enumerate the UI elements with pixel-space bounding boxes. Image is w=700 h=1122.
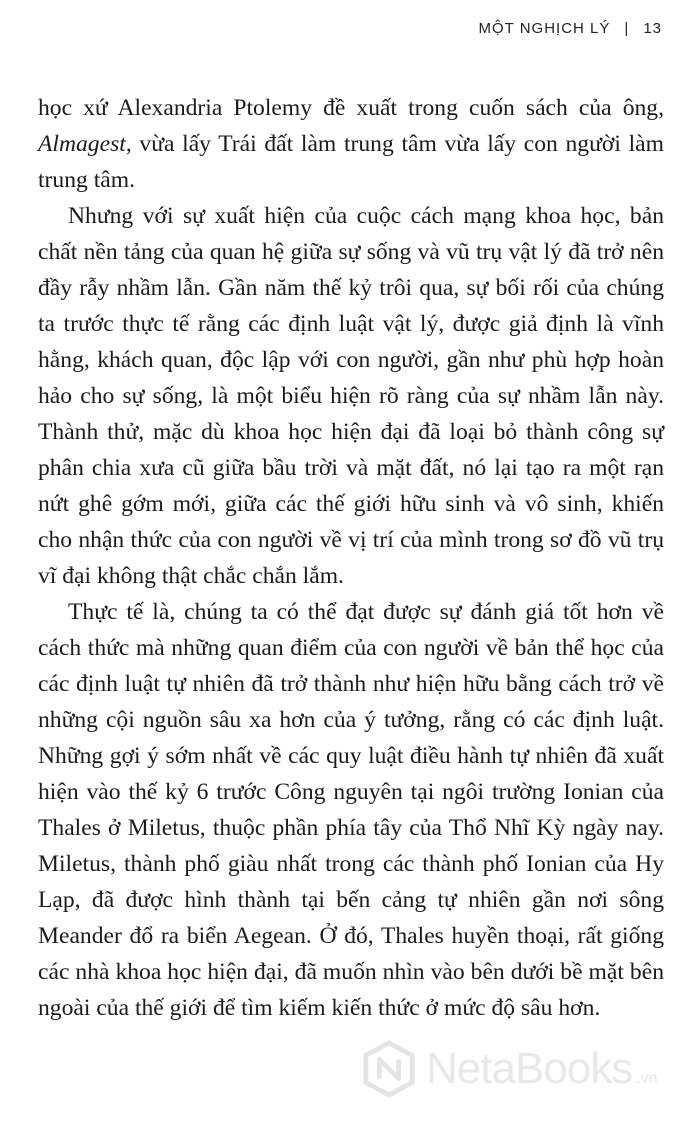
chapter-title: MỘT NGHỊCH LÝ [478, 20, 611, 37]
paragraph-2: Nhưng với sự xuất hiện của cuộc cách mạng khoa học, bản chất nền tảng của quan hệ giữa sự sống và vũ trụ vật lý đã trở nên đầy rẫy nhầm lẫn. Gần năm thế kỷ trôi qua, sự bối rối của chúng ta trước thực tế rằng các định luật vật lý, được giả định là vĩnh hằng, khách quan, độc lập với con người, gần như phù hợp hoàn hảo cho sự sống, là một biểu hiện rõ ràng của sự nhầm lẫn này. Thành thử, mặc dù khoa học hiện đại đã loại bỏ thành công sự phân chia xưa cũ giữa bầu trời và mặt đất, nó lại tạo ra một rạn nứt ghê gớm mới, giữa các thế giới hữu sinh và vô sinh, khiến cho nhận thức của con người về vị trí của mình trong sơ đồ vũ trụ vĩ đại không thật chắc chắn lắm. [38, 203, 664, 589]
running-head [479, 20, 663, 37]
header-separator: | [624, 20, 630, 37]
netabooks-watermark [360, 1040, 658, 1098]
netabooks-logo-icon [360, 1040, 418, 1098]
paragraph-3: Thực tế là, chúng ta có thể đạt được sự đánh giá tốt hơn về cách thức mà những quan điểm của con người về bản thể học của các định luật tự nhiên đã trở thành như hiện hữu bằng cách trở về những cội nguồn sâu xa hơn của ý tưởng, rằng có các định luật. Những gợi ý sớm nhất về các quy luật điều hành tự nhiên đã xuất hiện vào thế kỷ 6 trước Công nguyên tại ngôi trường Ionian của Thales ở Miletus, thuộc phần phía tây của Thổ Nhĩ Kỳ ngày nay. Miletus, thành phố giàu nhất trong các thành phố Ionian của Hy Lạp, đã được hình thành tại bến cảng tự nhiên gần nơi sông Meander đổ ra biển Aegean. Ở đó, Thales huyền thoại, rất giống các nhà khoa học hiện đại, đã muốn nhìn vào bên dưới bề mặt bên ngoài của thế giới để tìm kiếm kiến thức ở mức độ sâu hơn. [38, 599, 664, 1021]
watermark-suffix: .vn [636, 1070, 658, 1087]
paragraph-1-text-start: học xứ Alexandria Ptolemy đề xuất trong cuốn sách của ông, [38, 95, 664, 121]
paragraph-1-text-end: , vừa lấy Trái đất làm trung tâm vừa lấy con người làm trung tâm. [38, 131, 664, 193]
book-title-almagest: Almagest [38, 131, 126, 157]
page-body [38, 90, 664, 1026]
page-number: 13 [643, 20, 662, 37]
paragraph-1 [38, 90, 664, 198]
watermark-brand: NetaBooks [426, 1044, 633, 1093]
